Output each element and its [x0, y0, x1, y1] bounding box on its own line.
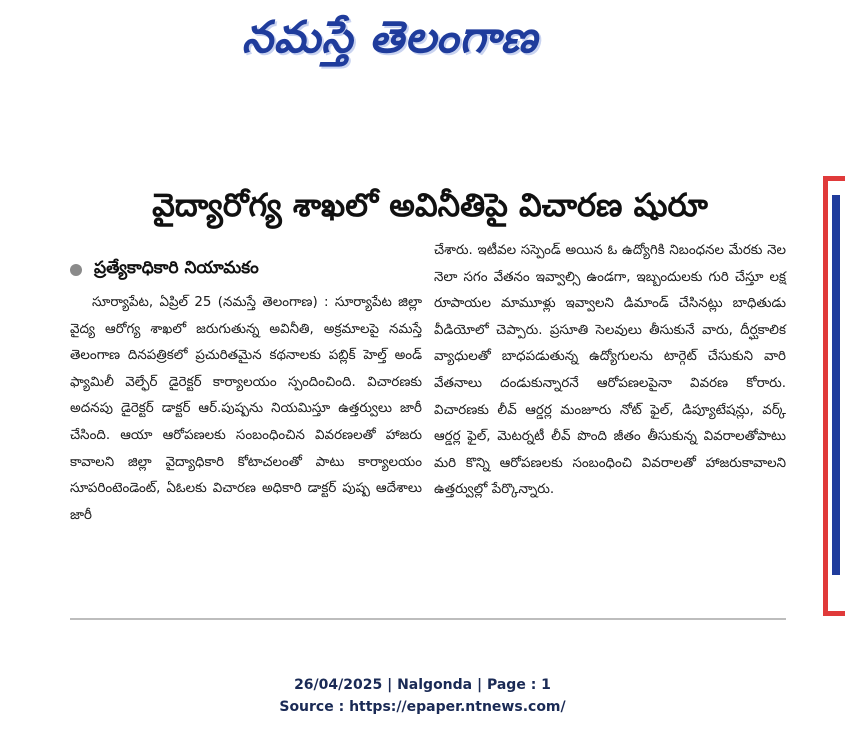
- subhead-text: ప్రత్యేకాధికారి నియామకం: [94, 258, 259, 278]
- article-column-left: [70, 290, 422, 529]
- adjacent-article-frame: [823, 176, 845, 616]
- divider: [70, 618, 786, 620]
- article-body-right: చేశారు. ఇటీవల సస్పెండ్ అయిన ఓ ఉద్యోగికి నిబంధనల మేరకు నెల నెలా సగం వేతనం ఇవ్వాల్సి ఉండగా, ఇబ్బందులకు గురి చేస్తూ లక్ష రూపాయల మామూళ్లు ఇవ్వాలని డిమాండ్ చేసినట్లు బాధితుడు వీడియోలో చెప్పారు. ప్రసూతి సెలవులు తీసుకునే వారు, దీర్ఘకాలిక వ్యాధులతో బాధపడుతున్న ఉద్యోగులను టార్గెట్ చేసుకుని వారి వేతనాలు దండుకున్నారనే ఆరోపణలపైనా వివరణ కోరారు. విచారణకు లీవ్ ఆర్డర్ల మంజూరు నోట్ ఫైల్, డిప్యూటేషన్లు, వర్క్ ఆర్డర్ల ఫైల్, మెటర్నటీ లీవ్ పొంది జీతం తీసుకున్న వివరాలతోపాటు మరి కొన్ని ఆరోపణలకు సంబంధించి వివరాలతో హాజరుకావాలని ఉత్తర్వుల్లో పేర్కొన్నారు.: [434, 243, 786, 498]
- article-headline: వైద్యారోగ్య శాఖలో అవినీతిపై విచారణ షురూ: [152, 186, 708, 224]
- footer-date-line: 26/04/2025 | Nalgonda | Page : 1: [294, 677, 551, 693]
- article-column-right: [434, 238, 786, 504]
- adjacent-article-edge: [832, 195, 840, 575]
- bullet-icon: [70, 264, 82, 276]
- masthead-logo: నమస్తే తెలంగాణ: [241, 12, 539, 63]
- footer-source-line[interactable]: Source : https://epaper.ntnews.com/: [279, 699, 566, 715]
- article-body-left: సూర్యాపేట, ఏప్రిల్ 25 (నమస్తే తెలంగాణ) : సూర్యాపేట జిల్లా వైద్య ఆరోగ్య శాఖలో జరుగుతున్న అవినీతి, అక్రమాలపై నమస్తే తెలంగాణ దినపత్రికలో ప్రచురితమైన కథనాలకు పబ్లిక్ హెల్త్ అండ్ ఫ్యామిలీ వెల్ఫేర్ డైరెక్టర్ కార్యాలయం స్పందించింది. విచారణకు అదనపు డైరెక్టర్ డాక్టర్ ఆర్.పుష్పను నియమిస్తూ ఉత్తర్వులు జారీ చేసింది. ఆయా ఆరోపణలకు సంబంధించిన వివరణలతో హాజరు కావాలని జిల్లా వైద్యాధికారి కోటాచలంతో పాటు కార్యాలయం సూపరింటెండెంట్, ఏఓలకు విచారణ అధికారి డాక్టర్ పుష్ప ఆదేశాలు జారీ: [70, 295, 422, 523]
- article-subhead: [70, 256, 430, 284]
